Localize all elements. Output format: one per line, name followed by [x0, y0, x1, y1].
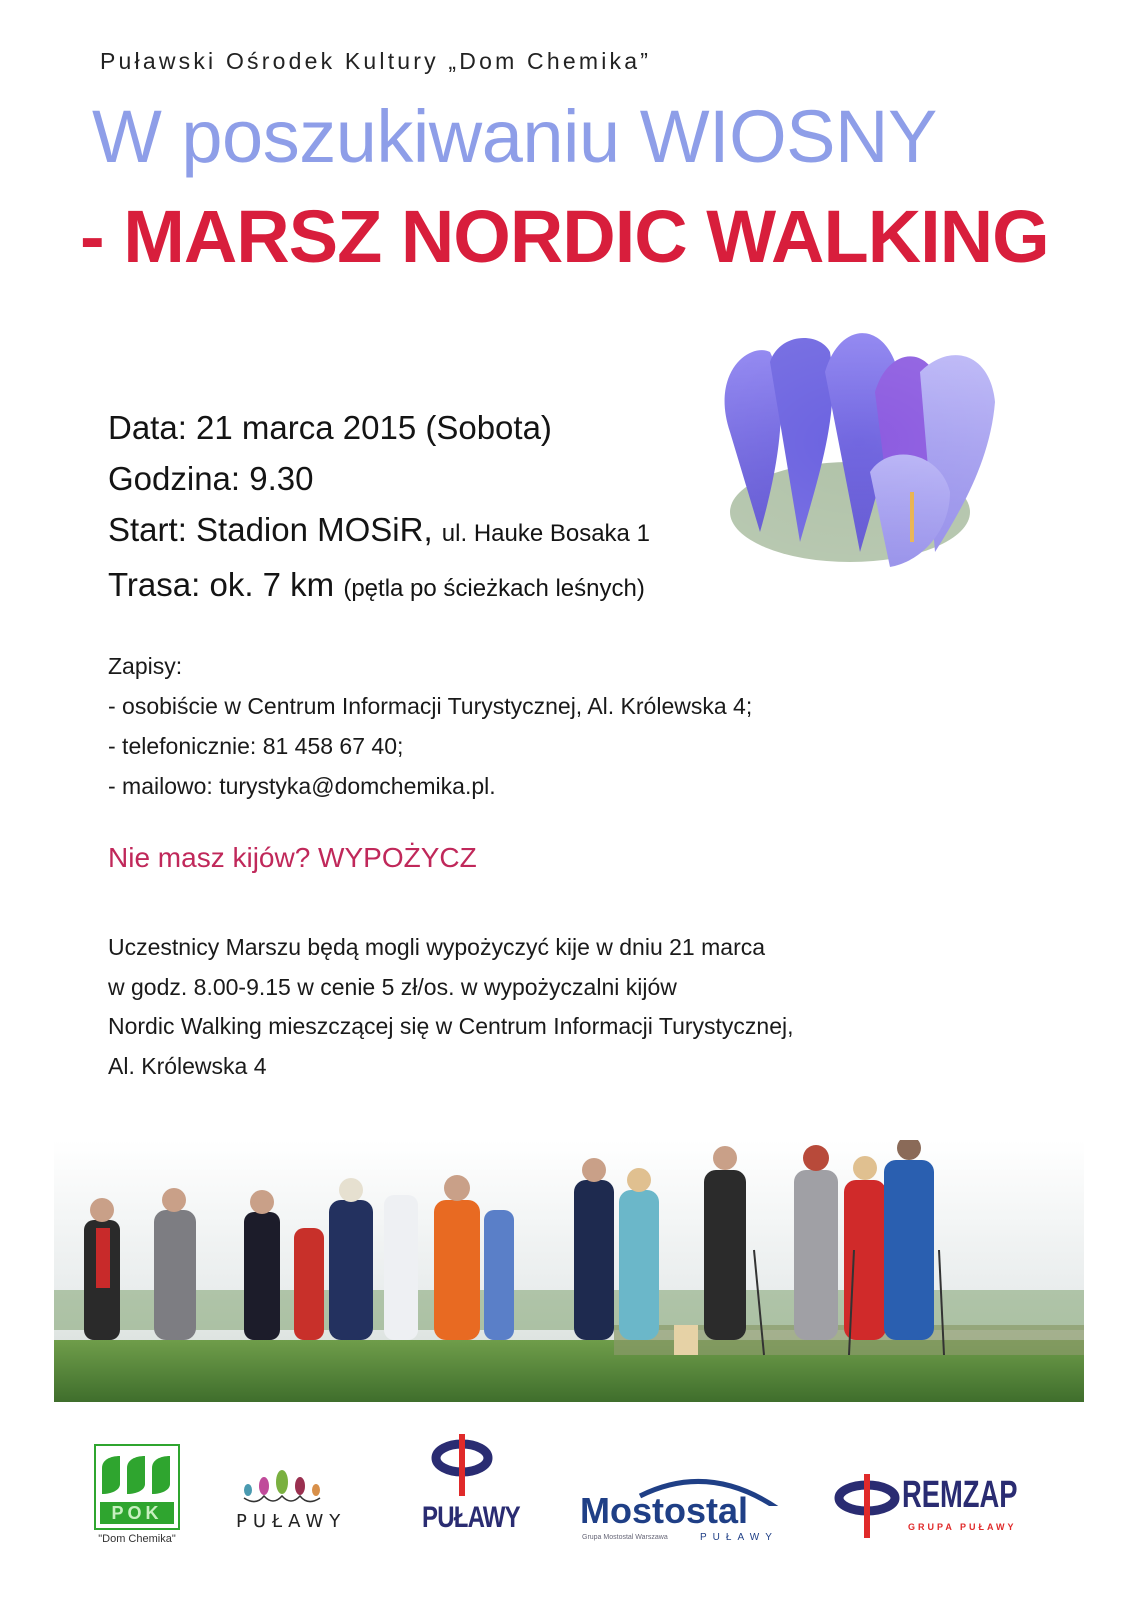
registration-email: - mailowo: turystyka@domchemika.pl.	[108, 773, 496, 799]
rental-line: Uczestnicy Marszu będą mogli wypożyczyć kije w dniu 21 marca	[108, 934, 766, 960]
rental-line: Nordic Walking mieszczącej się w Centrum Informacji Turystycznej,	[108, 1013, 794, 1039]
route-value: ok. 7 km	[209, 566, 335, 603]
date-value: 21 marca 2015 (Sobota)	[196, 409, 552, 446]
mostostal-text: Mostostal	[580, 1490, 749, 1531]
remzap-subtitle: GRUPA PUŁAWY	[908, 1522, 1017, 1532]
sponsor-logos	[0, 1420, 1140, 1614]
mostostal-logo	[580, 1466, 810, 1556]
nordic-walking-group-photo	[54, 1140, 1084, 1402]
walkers-photo-icon	[54, 1140, 1084, 1402]
time-value: 9.30	[249, 460, 314, 497]
pok-logo-frame	[94, 1444, 180, 1530]
start-address: ul. Hauke Bosaka 1	[441, 520, 650, 547]
mostostal-subtitle: PUŁAWY	[700, 1532, 778, 1543]
time-row	[108, 453, 650, 504]
registration-in-person: - osobiście w Centrum Informacji Turystycznej, Al. Królewska 4;	[108, 693, 753, 719]
date-label: Data:	[108, 409, 187, 446]
pulawy-city-logo	[236, 1464, 366, 1554]
route-note: (pętla po ścieżkach leśnych)	[343, 575, 645, 602]
crocus-flower-image	[650, 312, 1030, 572]
start-value: Stadion MOSiR,	[196, 511, 433, 548]
mostostal-tagline: Grupa Mostostal Warszawa	[582, 1534, 668, 1541]
route-label: Trasa:	[108, 566, 201, 603]
remzap-text: REMZAP	[902, 1474, 1018, 1516]
rental-line: Al. Królewska 4	[108, 1052, 267, 1079]
pok-logo-text: POK	[100, 1502, 174, 1524]
remzap-logo	[832, 1474, 1032, 1558]
time-label: Godzina:	[108, 460, 241, 497]
rental-prompt: Nie masz kijów? WYPOŻYCZ	[108, 842, 477, 873]
registration-phone: - telefonicznie: 81 458 67 40;	[108, 733, 404, 759]
azoty-pulawy-logo	[412, 1434, 520, 1564]
registration-heading: Zapisy:	[108, 653, 183, 679]
flower-icon	[650, 312, 1030, 572]
title-line-1: W poszukiwaniu WIOSNY	[92, 95, 937, 178]
pulawy-city-text: PUŁAWY	[236, 1511, 347, 1532]
pok-logo	[94, 1444, 182, 1556]
rental-info	[108, 928, 794, 1086]
rental-line: w godz. 8.00-9.15 w cenie 5 zł/os. w wypożyczalni kijów	[108, 973, 677, 1000]
leaf-icon	[96, 1450, 178, 1500]
phi-emblem-icon	[832, 1474, 902, 1538]
event-details	[108, 402, 650, 614]
date-row	[108, 402, 650, 453]
start-label: Start:	[108, 511, 187, 548]
start-row	[108, 504, 650, 559]
phi-emblem-icon	[427, 1434, 497, 1496]
azoty-pulawy-text: PUŁAWY	[422, 1501, 520, 1534]
title-line-2: - MARSZ NORDIC WALKING	[80, 195, 1049, 278]
organizer-name: Puławski Ośrodek Kultury „Dom Chemika”	[100, 48, 652, 74]
route-row	[108, 559, 650, 614]
pok-caption: "Dom Chemika"	[98, 1533, 176, 1545]
registration-section	[108, 646, 752, 806]
people-figures-icon	[236, 1464, 336, 1504]
